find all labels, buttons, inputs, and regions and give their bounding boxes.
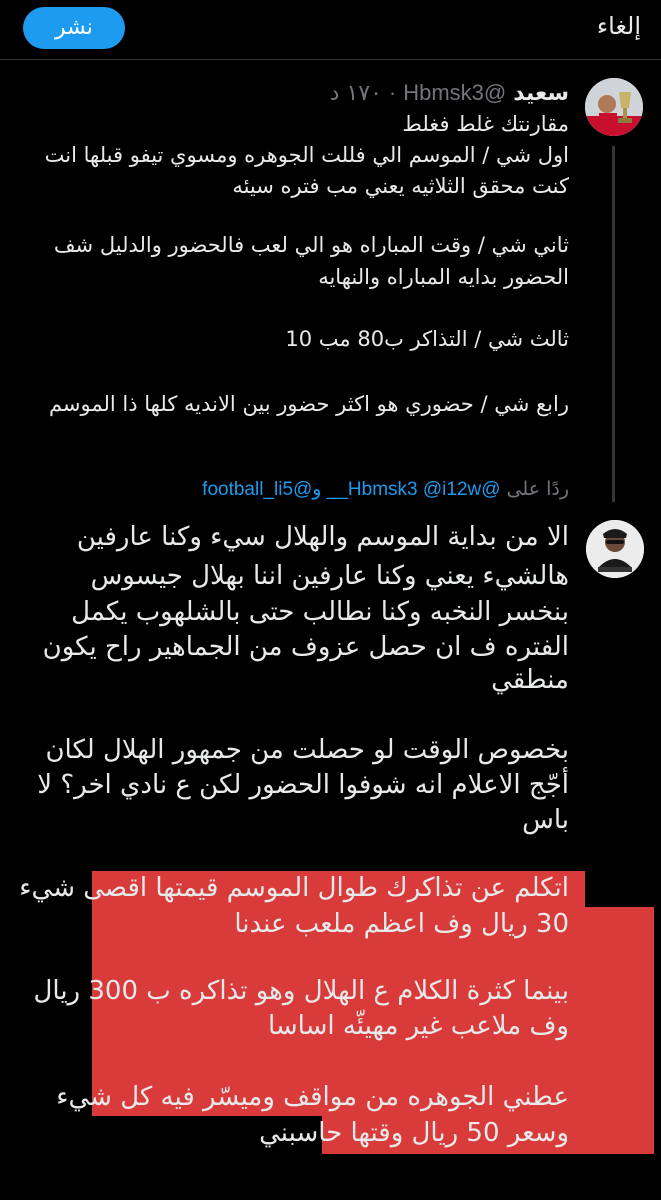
quoted-tweet-line: ثاني شي / وقت المباراه هو الي لعب فالحضور والدليل شف [53,233,569,257]
avatar-photo-icon [586,520,644,578]
reply-text-line[interactable]: باس [522,805,569,835]
quoted-tweet-line: مقارنتك غلط فغلط [402,112,569,136]
reply-text-line[interactable]: وف ملاعب غير مهيئّه اساسا [267,1011,569,1041]
quoted-author-handle[interactable]: @Hbmsk3 [403,80,507,105]
reply-text-line[interactable]: هالشيء يعني وكنا عارفين اننا بهلال جيسوس [90,561,569,591]
quoted-tweet-header: سعيد @Hbmsk3 · ١٧٠ د [329,80,569,106]
cancel-button[interactable]: إلغاء [596,12,641,40]
replying-to [202,478,569,501]
quoted-tweet-line: كنت محقق الثلاثيه يعني مب فتره سيئه [232,174,569,198]
reply-text-line[interactable]: الا من بداية الموسم والهلال سيء وكنا عارفين [76,522,569,552]
reply-text-line[interactable]: بخصوص الوقت لو حصلت من جمهور الهلال لكان [45,735,569,765]
thread-connector-line [612,146,615,502]
avatar-photo-icon [585,78,643,136]
composer-avatar[interactable] [586,520,644,578]
compose-topbar [0,0,661,58]
reply-text-line[interactable]: 30 ريال وف اعظم ملعب عندنا [234,909,569,939]
reply-text-line[interactable]: عطني الجوهره من مواقف وميسّر فيه كل شيء [56,1082,569,1112]
quoted-tweet-line: اول شي / الموسم الي فللت الجوهره ومسوي تيفو قبلها انت [44,143,569,167]
quoted-tweet-line: ثالث شي / التذاكر ب80 مب 10 [285,327,569,351]
reply-text-line[interactable]: بنخسر النخبه وكنا نطالب حتى بالشلهوب يكمل [71,597,569,627]
reply-text-line[interactable]: وسعر 50 ريال وقتها حاسبني [259,1118,569,1148]
reply-text-line[interactable]: منطقي [491,665,569,695]
replying-to-prefix: ردًا على [506,478,569,500]
quoted-tweet-time: ١٧٠ د [329,81,382,106]
quoted-author-name[interactable]: سعيد [513,81,569,106]
reply-text-line[interactable]: اتكلم عن تذاكرك طوال الموسم قيمتها اقصى شيء [19,873,569,903]
reply-text-line[interactable]: بينما كثرة الكلام ع الهلال وهو تذاكره ب 300 ريال [33,976,569,1006]
quoted-tweet-line: الحضور بدايه المباراه والنهايه [318,265,569,289]
quoted-author-avatar[interactable] [585,78,643,136]
reply-text-line[interactable]: أجّج الاعلام انه شوفوا الحضور لكن ع نادي اخر؟ لا [37,770,569,800]
topbar-divider [0,59,661,60]
replying-to-handles[interactable]: @Hbmsk3 @i12w__ و@football_li5 [202,479,501,500]
reply-text-line[interactable]: الفتره ف ان حصل عزوف من الجماهير راح يكون [42,632,569,662]
post-button[interactable]: نشر [23,7,125,49]
quoted-tweet-line: رابع شي / حضوري هو اكثر حضور بين الانديه كلها ذا الموسم [48,392,569,416]
